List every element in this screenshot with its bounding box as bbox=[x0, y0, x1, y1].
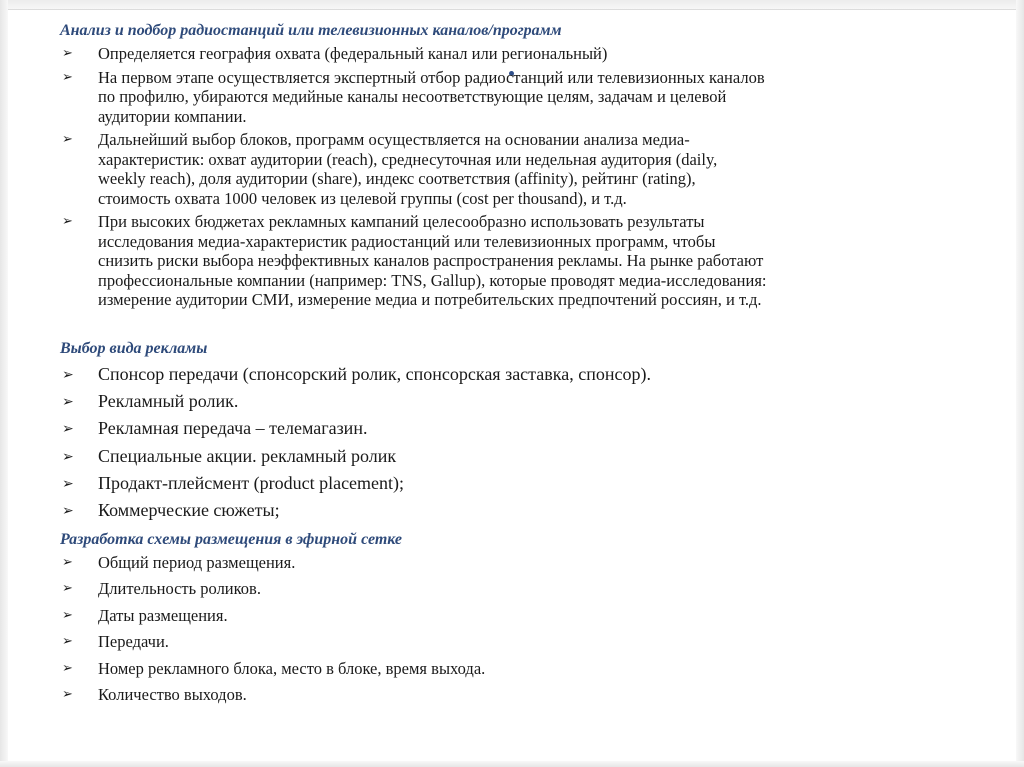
list-item-line: Продакт-плейсмент (product placement); bbox=[98, 472, 405, 493]
list-item-line: профессиональные компании (например: TNS, Gallup), которые проводят медиа-исследования: bbox=[98, 270, 767, 290]
list-item-line: Коммерческие сюжеты; bbox=[98, 499, 280, 520]
list-item bbox=[62, 659, 972, 679]
list-item-line: Количество выходов. bbox=[98, 684, 247, 704]
list-item bbox=[62, 130, 972, 208]
list-item bbox=[62, 606, 972, 626]
list-item bbox=[62, 390, 972, 412]
list-item bbox=[62, 68, 972, 127]
slide-frame-bottom bbox=[0, 761, 1024, 767]
placement-list bbox=[62, 553, 972, 711]
list-item bbox=[62, 685, 972, 705]
arrow-bullet-icon: ➢ bbox=[62, 634, 73, 650]
list-item-line: weekly reach), доля аудитории (share), индекс соответствия (affinity), рейтинг (rating), bbox=[98, 169, 696, 188]
list-item-line: аудитории компании. bbox=[98, 106, 247, 126]
list-item-line: Передачи. bbox=[98, 632, 169, 652]
list-item-line: Спонсор передачи (спонсорский ролик, спонсорская заставка, спонсор). bbox=[98, 364, 651, 384]
arrow-bullet-icon: ➢ bbox=[62, 502, 74, 519]
section-heading-analysis: Анализ и подбор радиостанций или телевизионных каналов/программ bbox=[60, 22, 562, 39]
arrow-bullet-icon: ➢ bbox=[62, 660, 73, 676]
list-item-line: Дальнейший выбор блоков, программ осуществляется на основании анализа медиа- bbox=[98, 130, 690, 149]
list-item-line: по профилю, убираются медийные каналы несоответствующие целям, задачам и целевой bbox=[98, 87, 727, 106]
arrow-bullet-icon: ➢ bbox=[62, 581, 73, 597]
list-item bbox=[62, 553, 972, 573]
slide-frame-right bbox=[1016, 0, 1024, 767]
list-item-line: Номер рекламного блока, место в блоке, время выхода. bbox=[98, 658, 486, 678]
arrow-bullet-icon: ➢ bbox=[62, 421, 74, 438]
arrow-bullet-icon: ➢ bbox=[62, 448, 74, 465]
list-item bbox=[62, 212, 972, 310]
arrow-bullet-icon: ➢ bbox=[62, 475, 74, 492]
arrow-bullet-icon: ➢ bbox=[62, 69, 73, 85]
list-item bbox=[62, 472, 972, 494]
list-item-line: Длительность роликов. bbox=[98, 579, 261, 599]
analysis-list bbox=[62, 44, 972, 314]
list-item bbox=[62, 363, 972, 385]
list-item bbox=[62, 417, 972, 439]
list-item bbox=[62, 44, 972, 64]
list-item bbox=[62, 445, 972, 467]
list-item-line: Специальные акции. рекламный ролик bbox=[98, 445, 397, 466]
list-item bbox=[62, 632, 972, 652]
arrow-bullet-icon: ➢ bbox=[62, 46, 73, 61]
list-item-line: Определяется география охвата (федеральный канал или региональный) bbox=[98, 44, 608, 63]
list-item-line: снизить риски выбора неэффективных каналов распространения рекламы. На рынке работают bbox=[98, 251, 764, 270]
list-item-line: измерение аудитории СМИ, измерение медиа и потребительских предпочтений россиян, и т.д. bbox=[98, 290, 762, 309]
arrow-bullet-icon: ➢ bbox=[62, 367, 74, 383]
list-item-line: На первом этапе осуществляется экспертный отбор радиостанций или телевизионных каналов bbox=[98, 67, 765, 87]
list-item bbox=[62, 499, 972, 521]
arrow-bullet-icon: ➢ bbox=[62, 686, 73, 702]
list-item-line: Рекламный ролик. bbox=[98, 391, 239, 412]
slide-frame-left bbox=[0, 0, 8, 767]
ad-type-list bbox=[62, 363, 972, 526]
list-item-line: Общий период размещения. bbox=[98, 553, 296, 572]
list-item-line: Рекламная передача – телемагазин. bbox=[98, 418, 368, 439]
arrow-bullet-icon: ➢ bbox=[62, 214, 73, 229]
section-heading-ad-type: Выбор вида рекламы bbox=[60, 340, 208, 357]
arrow-bullet-icon: ➢ bbox=[62, 394, 74, 411]
slide-frame-top bbox=[0, 0, 1024, 10]
list-item-line: Даты размещения. bbox=[98, 605, 228, 625]
arrow-bullet-icon: ➢ bbox=[62, 132, 73, 147]
list-item bbox=[62, 579, 972, 599]
list-item-line: характеристик: охват аудитории (reach), среднесуточная или недельная аудитория (daily, bbox=[98, 149, 718, 169]
list-item-line: стоимость охвата 1000 человек из целевой группы (cost per thousand), и т.д. bbox=[98, 188, 627, 208]
list-item-line: При высоких бюджетах рекламных кампаний целесообразно использовать результаты bbox=[98, 212, 705, 231]
section-heading-placement: Разработка схемы размещения в эфирной сетке bbox=[60, 531, 403, 548]
arrow-bullet-icon: ➢ bbox=[62, 555, 73, 570]
arrow-bullet-icon: ➢ bbox=[62, 607, 73, 623]
list-item-line: исследования медиа-характеристик радиостанций или телевизионных программ, чтобы bbox=[98, 231, 716, 251]
